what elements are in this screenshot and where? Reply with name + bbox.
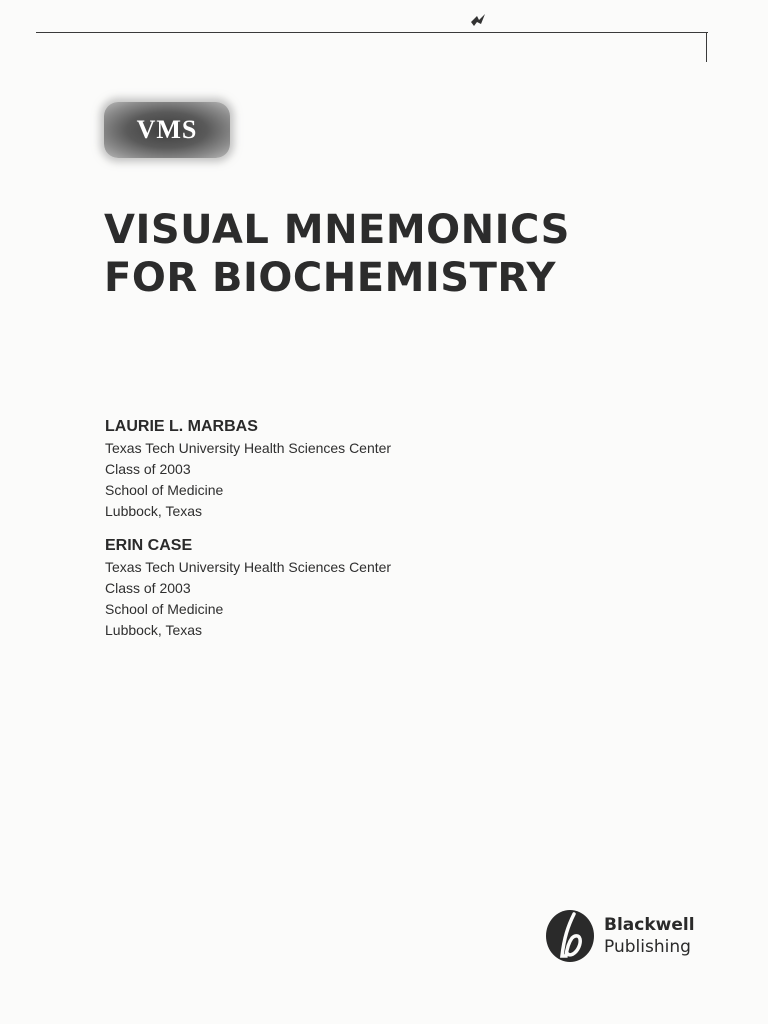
author-institution: Texas Tech University Health Sciences Center xyxy=(105,440,392,456)
series-badge-label: VMS xyxy=(136,115,198,144)
series-badge xyxy=(104,102,230,158)
author-name: ERIN CASE xyxy=(105,537,193,554)
author-location: Lubbock, Texas xyxy=(105,503,203,519)
author-name: LAURIE L. MARBAS xyxy=(105,418,258,435)
crop-mark-right xyxy=(706,32,707,62)
author-location: Lubbock, Texas xyxy=(105,622,203,638)
author-institution: Texas Tech University Health Sciences Center xyxy=(105,559,392,575)
publisher-name: Blackwell xyxy=(604,915,695,935)
author-school: School of Medicine xyxy=(105,601,224,617)
book-title xyxy=(104,206,570,302)
scan-speck-icon xyxy=(468,10,488,30)
crop-mark-top xyxy=(36,32,708,33)
blackwell-b-logo-icon xyxy=(544,908,596,964)
author-block-marbas xyxy=(105,416,391,522)
author-school: School of Medicine xyxy=(105,482,224,498)
author-block-case xyxy=(105,535,391,641)
book-title-line-1: VISUAL MNEMONICS xyxy=(104,207,570,253)
author-class-year: Class of 2003 xyxy=(105,580,191,596)
publisher-text xyxy=(604,914,695,958)
publisher-imprint xyxy=(544,908,695,964)
author-class-year: Class of 2003 xyxy=(105,461,191,477)
book-title-line-2: FOR BIOCHEMISTRY xyxy=(104,255,556,301)
publisher-line-2: Publishing xyxy=(604,937,691,957)
